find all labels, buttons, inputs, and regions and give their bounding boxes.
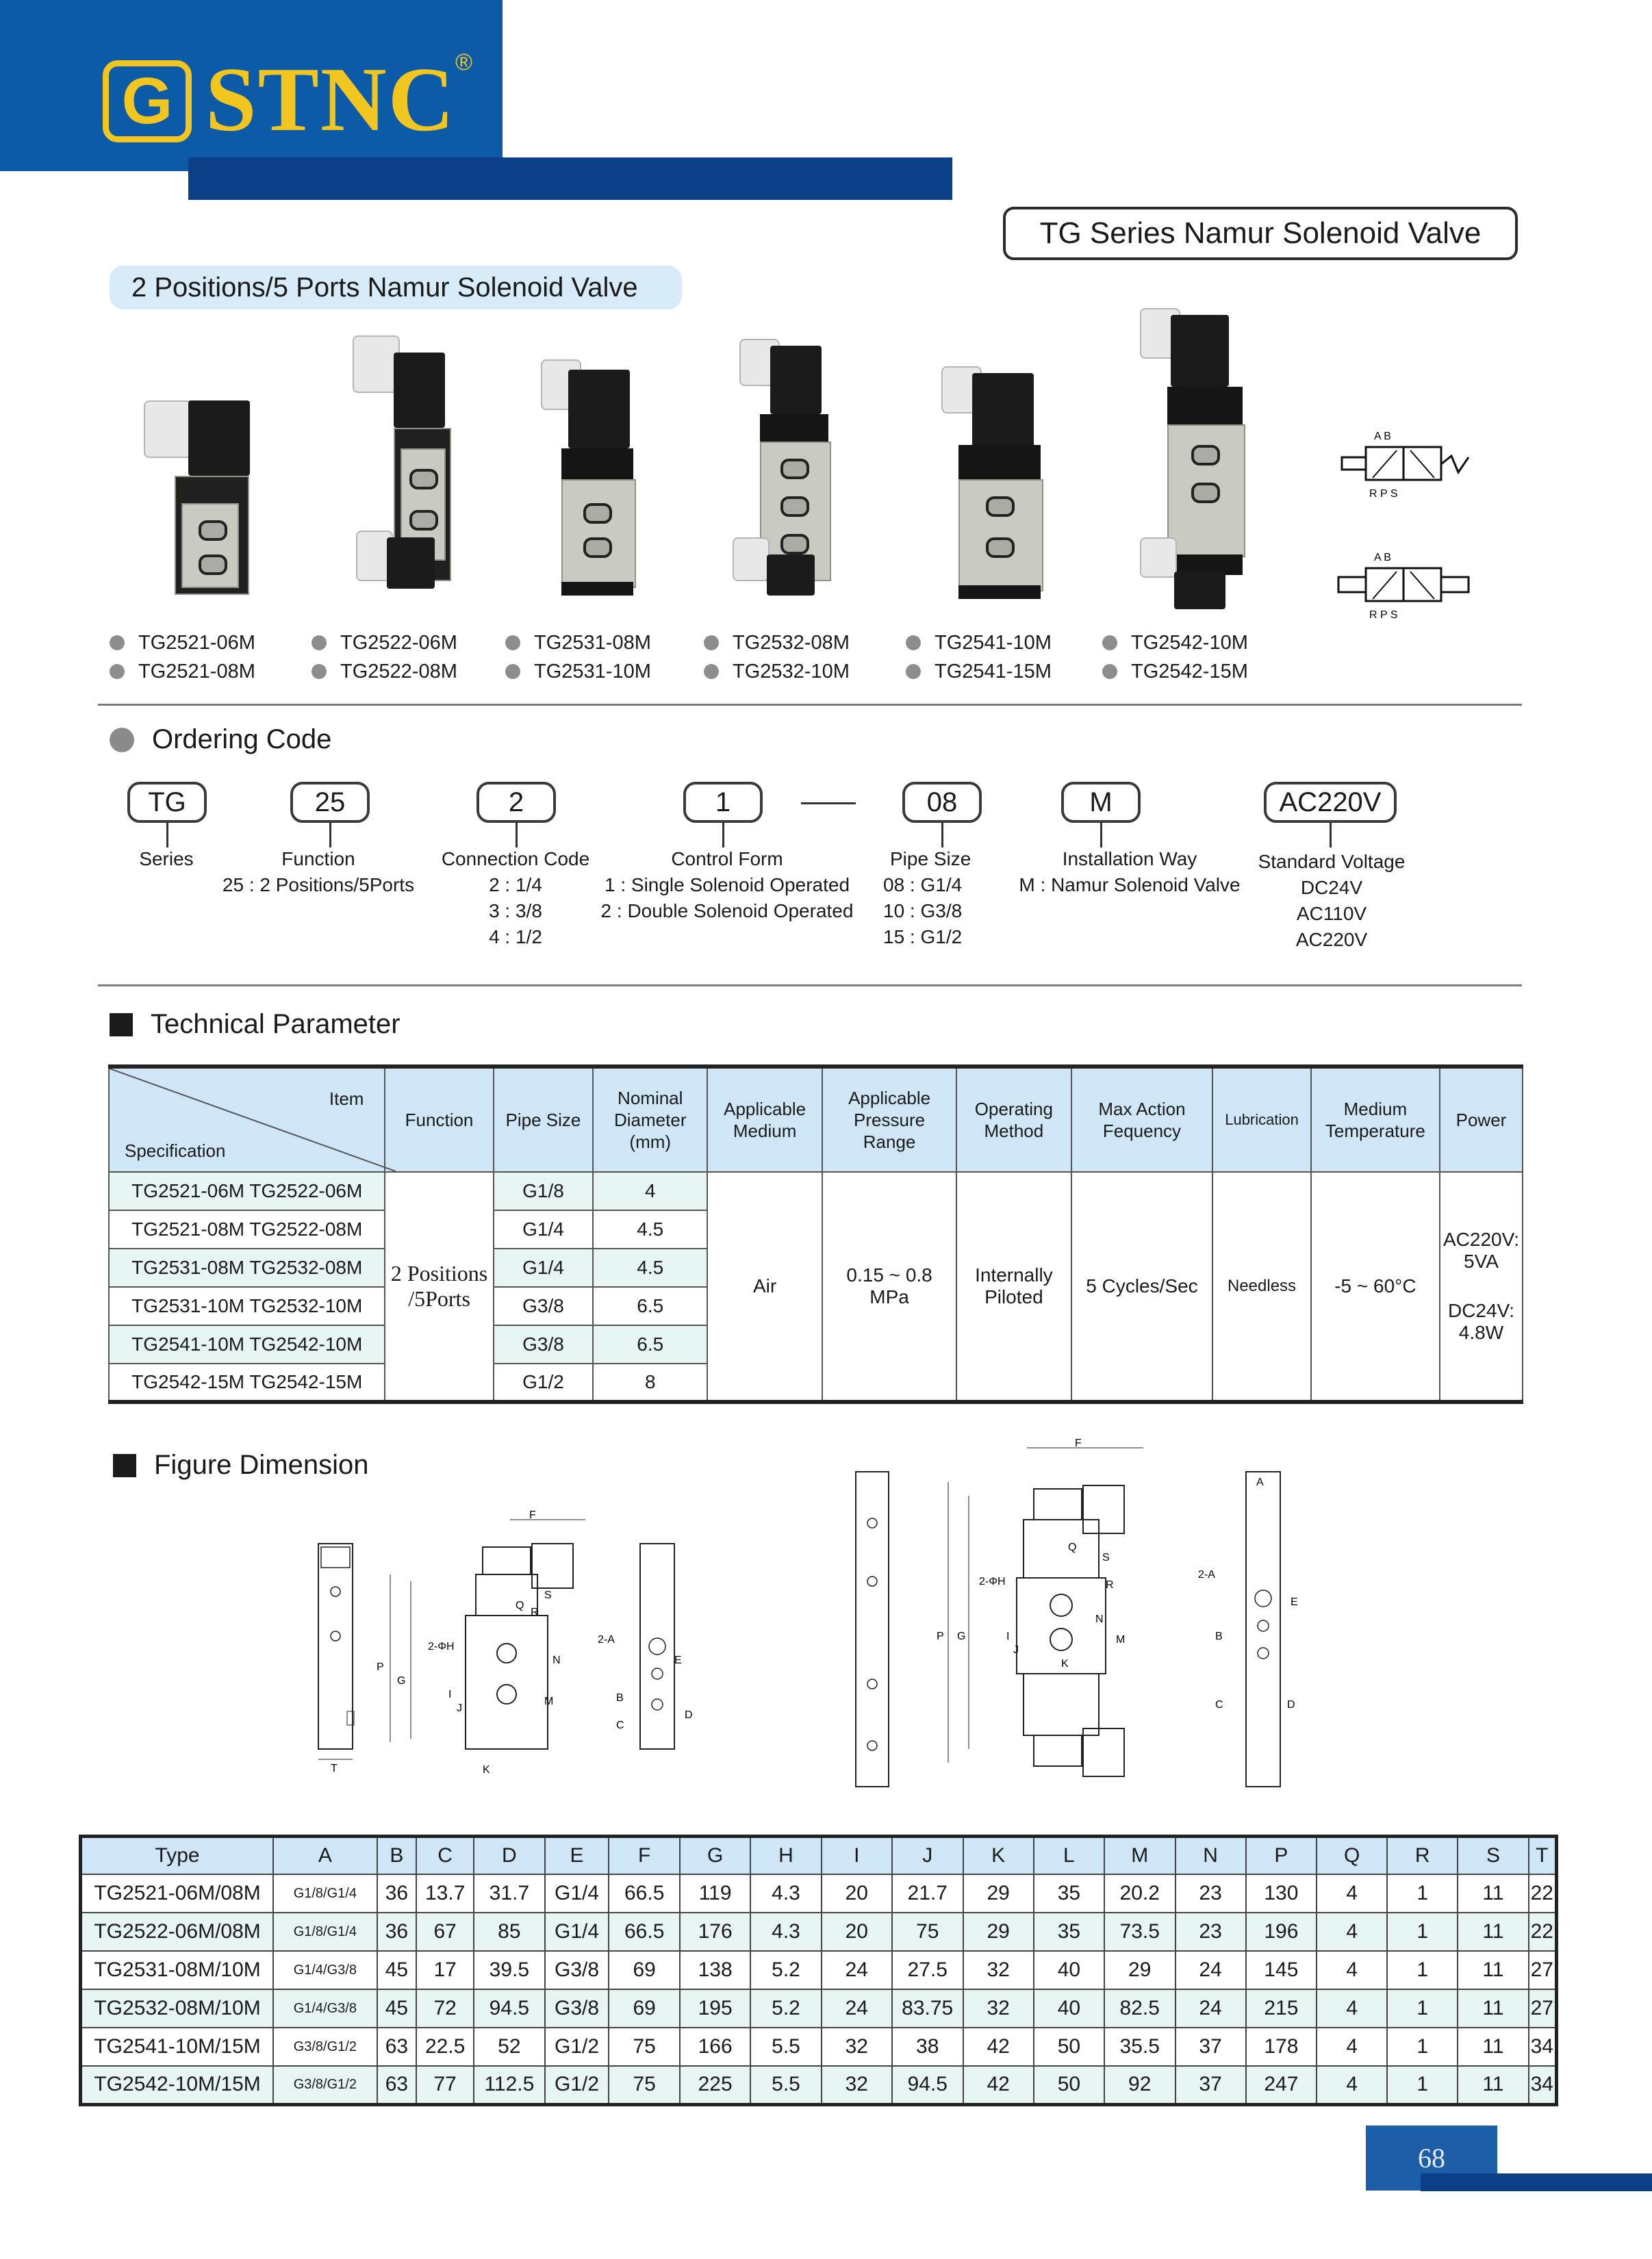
dim-value-cell: 52 [474,2028,545,2066]
dim-header: S [1458,1837,1528,1875]
brand-name: STNC [205,49,456,150]
type-cell: TG2532-08M/10M [81,1989,274,2028]
dim-label-g: G [957,1631,966,1642]
dim-value-cell: 11 [1458,2066,1528,2104]
dim-value-cell: 24 [822,1951,892,1989]
dim-label-r: R [531,1607,539,1618]
bullet-dot-icon [1102,635,1117,650]
dim-value-cell: 32 [963,1989,1034,2028]
code-dash [801,802,856,804]
dim-value-cell: 166 [680,2028,750,2066]
dim-label-e: E [1291,1596,1298,1608]
table-row [109,1172,1523,1210]
dim-label-i: I [448,1689,452,1700]
type-cell: TG2541-10M/15M [81,2028,274,2066]
dim-value-cell: 38 [892,2028,963,2066]
table-row [81,1951,1557,1989]
dim-value-cell: 85 [474,1913,545,1951]
dim-value-cell: 4 [1317,2066,1387,2104]
bullet-dot-icon [1102,664,1117,679]
header-temperature: Medium Temperature [1311,1067,1440,1172]
dim-value-cell: 11 [1458,1874,1528,1913]
dim-value-cell: 119 [680,1874,750,1913]
table-row [81,2028,1557,2066]
page-number: 68 [1366,2126,1497,2191]
dim-value-cell: 29 [1104,1951,1176,1989]
dim-value-cell: G3/8/G1/2 [273,2066,377,2104]
dim-label-m: N [1095,1613,1104,1625]
dim-value-cell: 63 [377,2028,417,2066]
code-box-installation: M [1061,782,1141,823]
dim-value-cell: G3/8/G1/2 [273,2028,377,2066]
dim-label-m: N [552,1655,561,1666]
dim-label-d: D [685,1709,693,1721]
dim-value-cell: 32 [822,2028,892,2066]
dimension-drawing-double-solenoid [842,1434,1362,1811]
dim-label-j: J [457,1702,462,1714]
dim-label-s: S [1102,1552,1110,1564]
dim-value-cell: 11 [1458,1913,1528,1951]
section-bullet-icon [113,1454,136,1477]
dim-value-cell: 1 [1387,1913,1458,1951]
dim-value-cell: 20.2 [1104,1874,1176,1913]
dim-value-cell: 27.5 [892,1951,963,1989]
model-list-tg2541: TG2541-10M TG2541-15M [906,628,1052,686]
product-image-tg2522 [356,332,438,599]
header-frequency: Max Action Fequency [1071,1067,1213,1172]
table-row [81,1874,1557,1913]
dim-value-cell: 11 [1458,1989,1528,2028]
dim-value-cell: 176 [680,1913,750,1951]
operating-cell: Internally Piloted [956,1172,1071,1402]
lubrication-cell: Needless [1212,1172,1310,1402]
symbol-port-label-top: A B [1374,552,1391,563]
product-image-tg2532 [739,332,835,606]
page-footer-bar [1421,2173,1652,2191]
dim-label-s: S [544,1590,552,1601]
dim-value-cell: 11 [1458,1951,1528,1989]
dim-value-cell: 42 [963,2066,1034,2104]
dim-label-g: G [397,1675,406,1687]
dim-header: R [1387,1837,1458,1875]
code-box-connection: 2 [476,782,556,823]
bullet-dot-icon [704,664,719,679]
dim-value-cell: 215 [1246,1989,1317,2028]
dim-value-cell: 63 [377,2066,417,2104]
dia-cell: 4 [593,1172,707,1210]
dim-value-cell: G3/8 [545,1951,609,1989]
single-solenoid-symbol-icon [1332,430,1475,502]
dim-value-cell: 67 [416,1913,474,1951]
technical-parameter-heading: Technical Parameter [110,1009,401,1040]
dim-value-cell: 196 [1246,1913,1317,1951]
dim-value-cell: 22 [1529,1874,1557,1913]
dim-value-cell: 20 [822,1913,892,1951]
dim-value-cell: 4 [1317,2028,1387,2066]
code-stem [329,823,331,847]
spec-cell: TG2531-08M TG2532-08M [109,1249,385,1287]
dim-value-cell: 75 [892,1913,963,1951]
dim-value-cell: 1 [1387,1874,1458,1913]
header-lubrication: Lubrication [1212,1067,1310,1172]
dim-label-c: C [1215,1699,1223,1711]
dim-value-cell: 42 [963,2028,1034,2066]
dia-cell: 6.5 [593,1287,707,1325]
dim-value-cell: G1/4/G3/8 [273,1951,377,1989]
spec-cell: TG2531-10M TG2532-10M [109,1287,385,1325]
dim-value-cell: 66.5 [609,1874,680,1913]
dim-value-cell: 195 [680,1989,750,2028]
dim-value-cell: 1 [1387,2066,1458,2104]
section-bullet-icon [110,1013,133,1036]
dim-value-cell: 72 [416,1989,474,2028]
dim-header: I [822,1837,892,1875]
dim-value-cell: G1/8/G1/4 [273,1874,377,1913]
spec-cell: TG2521-06M TG2522-06M [109,1172,385,1210]
dim-value-cell: 4 [1317,1913,1387,1951]
table-row [81,1913,1557,1951]
header-pipe-size: Pipe Size [494,1067,594,1172]
dim-value-cell: 73.5 [1104,1913,1176,1951]
subtitle: 2 Positions/5 Ports Namur Solenoid Valve [110,266,682,309]
corner-spec-label: Specification [125,1140,226,1161]
dim-value-cell: G1/2 [545,2066,609,2104]
dim-label-2-phih: 2-ΦH [428,1641,455,1652]
dimension-table [79,1835,1558,2106]
symbol-port-label-top: A B [1374,431,1391,442]
dim-label-2-a: 2-A [1198,1569,1215,1581]
dim-header: H [750,1837,821,1875]
type-cell: TG2522-06M/08M [81,1913,274,1951]
dim-value-cell: 35 [1034,1874,1104,1913]
model-list-tg2531: TG2531-08M TG2531-10M [505,628,651,686]
bullet-dot-icon [906,635,921,650]
dim-value-cell: G1/4/G3/8 [273,1989,377,2028]
product-image-tg2541 [941,349,1044,602]
pipe-cell: G1/2 [494,1364,594,1402]
dim-value-cell: 145 [1246,1951,1317,1989]
stnc-logo-icon: G [103,60,192,142]
dim-value-cell: 4 [1317,1951,1387,1989]
frequency-cell: 5 Cycles/Sec [1071,1172,1213,1402]
bullet-dot-icon [505,635,520,650]
dim-value-cell: 40 [1034,1989,1104,2028]
header-nominal-diameter: Nominal Diameter (mm) [593,1067,707,1172]
dim-value-cell: 94.5 [892,2066,963,2104]
product-image-tg2521 [168,373,250,599]
symbol-port-label-bottom: R P S [1369,488,1398,500]
dim-value-cell: 27 [1529,1951,1557,1989]
dim-value-cell: 1 [1387,1989,1458,2028]
dim-value-cell: 17 [416,1951,474,1989]
dim-value-cell: 4.3 [750,1913,821,1951]
code-box-function: 25 [290,782,370,823]
dim-value-cell: 4 [1317,1989,1387,2028]
bullet-dot-icon [906,664,921,679]
bullet-dot-icon [110,635,125,650]
dim-value-cell: 29 [963,1874,1034,1913]
ordering-code-heading: Ordering Code [110,724,331,755]
section-bullet-icon [110,728,134,752]
dim-value-cell: 69 [609,1951,680,1989]
dim-value-cell: 22.5 [416,2028,474,2066]
dim-value-cell: 35 [1034,1913,1104,1951]
double-solenoid-symbol-icon [1332,551,1475,623]
product-image-tg2531 [541,353,637,599]
dim-header: E [545,1837,609,1875]
dim-value-cell: 37 [1176,2066,1246,2104]
code-box-control: 1 [683,782,763,823]
table-row [81,1989,1557,2028]
dia-cell: 4.5 [593,1210,707,1249]
dia-cell: 6.5 [593,1325,707,1364]
dim-value-cell: 23 [1176,1913,1246,1951]
dim-header: L [1034,1837,1104,1875]
dia-cell: 8 [593,1364,707,1402]
dim-label-q: Q [516,1600,524,1611]
bullet-dot-icon [704,635,719,650]
pipe-cell: G3/8 [494,1287,594,1325]
dim-header: Q [1317,1837,1387,1875]
dim-value-cell: 22 [1529,1913,1557,1951]
dim-header: D [474,1837,545,1875]
dim-value-cell: 1 [1387,2028,1458,2066]
dim-value-cell: 75 [609,2028,680,2066]
type-cell: TG2542-10M/15M [81,2066,274,2104]
corner-item-label: Item [329,1088,364,1109]
dim-header: N [1176,1837,1246,1875]
header-operating: Operating Method [956,1067,1071,1172]
table-corner-cell [109,1067,385,1172]
dim-value-cell: 5.5 [750,2028,821,2066]
pressure-cell: 0.15 ~ 0.8 MPa [822,1172,956,1402]
dim-header: F [609,1837,680,1875]
series-title: TG Series Namur Solenoid Valve [1003,207,1518,260]
figure-dimension-heading: Figure Dimension [113,1450,368,1481]
spec-cell: TG2541-10M TG2542-10M [109,1325,385,1364]
dim-value-cell: 5.2 [750,1951,821,1989]
code-box-series: TG [127,782,207,823]
dim-value-cell: 45 [377,1989,417,2028]
dim-header: Type [81,1837,274,1875]
dim-value-cell: 32 [963,1951,1034,1989]
dim-value-cell: 50 [1034,2028,1104,2066]
dim-value-cell: 5.2 [750,1989,821,2028]
code-stem [722,823,724,847]
dim-value-cell: 83.75 [892,1989,963,2028]
dim-label-i: I [1006,1631,1010,1642]
dim-value-cell: 32 [822,2066,892,2104]
dim-value-cell: 34 [1529,2028,1557,2066]
dim-value-cell: G1/2 [545,2028,609,2066]
dim-header: G [680,1837,750,1875]
dim-value-cell: 21.7 [892,1874,963,1913]
code-stem [941,823,943,847]
dim-label-t: T [331,1763,338,1774]
power-cell [1440,1172,1523,1402]
header-power: Power [1440,1067,1523,1172]
code-stem [516,823,518,847]
function-cell: 2 Positions /5Ports [385,1172,493,1402]
dim-label-f: F [1075,1438,1082,1449]
dim-label-2-a: 2-A [598,1634,615,1646]
code-desc-control: Control Form 1 : Single Solenoid Operated 2 : Double Solenoid Operated [600,848,854,921]
dim-header: P [1246,1837,1317,1875]
dim-value-cell: 247 [1246,2066,1317,2104]
bullet-dot-icon [110,664,125,679]
dim-value-cell: 75 [609,2066,680,2104]
dim-value-cell: 24 [1176,1951,1246,1989]
dim-label-p: P [377,1661,384,1673]
section-divider [98,704,1522,706]
dim-header: B [377,1837,417,1875]
dim-label-2-phih: 2-ΦH [979,1576,1006,1587]
dim-label-b: B [616,1692,624,1704]
dim-label-r: R [1106,1579,1114,1591]
pipe-cell: G1/4 [494,1249,594,1287]
dim-value-cell: 27 [1529,1989,1557,2028]
code-stem [1330,823,1332,847]
model-list-tg2542: TG2542-10M TG2542-15M [1102,628,1248,686]
dim-label-l: M [1116,1634,1126,1646]
dim-value-cell: 4 [1317,1874,1387,1913]
dim-header: J [892,1837,963,1875]
dim-value-cell: 13.7 [416,1874,474,1913]
pipe-cell: G1/4 [494,1210,594,1249]
dim-value-cell: 23 [1176,1874,1246,1913]
dim-value-cell: G3/8 [545,1989,609,2028]
code-desc-voltage: Standard Voltage DC24V AC110V AC220V [1258,851,1406,950]
dim-value-cell: 11 [1458,2028,1528,2066]
dim-label-k: K [483,1764,490,1776]
header-medium: Applicable Medium [707,1067,822,1172]
dim-value-cell: 138 [680,1951,750,1989]
medium-cell: Air [707,1172,822,1402]
type-cell: TG2531-08M/10M [81,1951,274,1989]
dim-value-cell: 36 [377,1874,417,1913]
dim-value-cell: 39.5 [474,1951,545,1989]
table-row [81,2066,1557,2104]
dia-cell: 4.5 [593,1249,707,1287]
spec-cell: TG2521-08M TG2522-08M [109,1210,385,1249]
dim-value-cell: 20 [822,1874,892,1913]
header-function: Function [385,1067,493,1172]
dim-value-cell: 69 [609,1989,680,2028]
header-pressure: Applicable Pressure Range [822,1067,956,1172]
dim-value-cell: 82.5 [1104,1989,1176,2028]
dim-value-cell: 24 [1176,1989,1246,2028]
dim-value-cell: 77 [416,2066,474,2104]
dim-value-cell: 130 [1246,1874,1317,1913]
code-desc-connection: Connection Code 2 : 1/4 3 : 3/8 4 : 1/2 [441,848,590,947]
dimension-drawing-single-solenoid [312,1506,736,1794]
code-box-pipe: 08 [902,782,982,823]
code-desc-series: Series [139,848,194,869]
dim-value-cell: 45 [377,1951,417,1989]
dim-value-cell: 225 [680,2066,750,2104]
dim-value-cell: 4.3 [750,1874,821,1913]
dim-value-cell: 92 [1104,2066,1176,2104]
dim-label-q: Q [1068,1542,1077,1553]
registered-mark: ® [455,49,473,75]
model-list-tg2532: TG2532-08M TG2532-10M [704,628,850,686]
temperature-cell: -5 ~ 60°C [1311,1172,1440,1402]
dim-value-cell: 35.5 [1104,2028,1176,2066]
power-dc: DC24V: 4.8W [1447,1300,1514,1343]
bullet-dot-icon [505,664,520,679]
dim-value-cell: 40 [1034,1951,1104,1989]
dim-value-cell: 29 [963,1913,1034,1951]
dim-value-cell: G1/4 [545,1874,609,1913]
dim-value-cell: 5.5 [750,2066,821,2104]
bullet-dot-icon [312,664,327,679]
dim-value-cell: 37 [1176,2028,1246,2066]
code-stem [1100,823,1102,847]
dim-value-cell: 50 [1034,2066,1104,2104]
model-list-tg2522: TG2522-06M TG2522-08M [312,628,457,686]
dim-label-b: B [1215,1631,1223,1642]
pipe-cell: G3/8 [494,1325,594,1364]
spec-cell: TG2542-15M TG2542-15M [109,1364,385,1402]
dim-value-cell: G1/4 [545,1913,609,1951]
dim-label-e: E [674,1655,682,1666]
pipe-cell: G1/8 [494,1172,594,1210]
product-image-tg2542 [1130,301,1239,602]
dim-value-cell: 34 [1529,2066,1557,2104]
dim-header: K [963,1837,1034,1875]
dim-value-cell: 24 [822,1989,892,2028]
section-divider [98,984,1522,986]
dim-label-a: A [1256,1477,1264,1488]
dim-label-f: F [529,1509,536,1521]
power-ac: AC220V: 5VA [1443,1229,1519,1272]
dim-value-cell: 1 [1387,1951,1458,1989]
dim-label-j: J [1013,1644,1019,1656]
dim-value-cell: G1/8/G1/4 [273,1913,377,1951]
dim-value-cell: 178 [1246,2028,1317,2066]
type-cell: TG2521-06M/08M [81,1874,274,1913]
dim-header: C [416,1837,474,1875]
dim-value-cell: 31.7 [474,1874,545,1913]
code-desc-function: Function 25 : 2 Positions/5Ports [222,848,415,895]
code-box-voltage: AC220V [1264,782,1397,823]
dim-value-cell: 36 [377,1913,417,1951]
code-desc-pipe: Pipe Size 08 : G1/4 10 : G3/8 15 : G1/2 [883,848,971,947]
dim-value-cell: 66.5 [609,1913,680,1951]
dim-value-cell: 94.5 [474,1989,545,2028]
dim-label-p: P [937,1631,944,1642]
dim-header: A [273,1837,377,1875]
dim-label-d: D [1287,1699,1295,1711]
technical-parameter-table [108,1064,1523,1404]
dim-header: M [1104,1837,1176,1875]
dim-label-k: K [1061,1658,1069,1670]
dim-header: T [1529,1837,1557,1875]
brand-accent-bar [188,157,952,200]
dim-label-l: M [544,1696,554,1707]
symbol-port-label-bottom: R P S [1369,609,1398,621]
dim-label-c: C [616,1720,624,1731]
dim-value-cell: 112.5 [474,2066,545,2104]
bullet-dot-icon [312,635,327,650]
code-desc-installation: Installation Way M : Namur Solenoid Valve [1019,848,1241,895]
model-list-tg2521: TG2521-06M TG2521-08M [110,628,255,686]
code-stem [166,823,168,847]
